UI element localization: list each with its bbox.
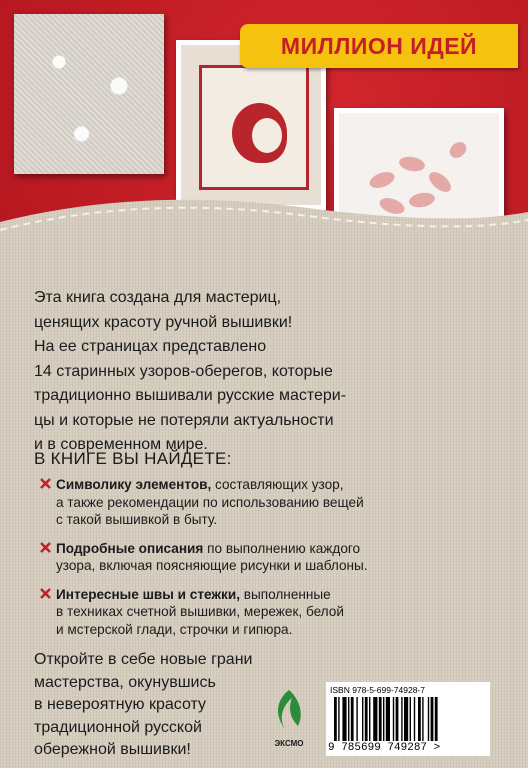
closing-paragraph: Откройте в себе новые грани мастерства, окунувшись в невероятную красоту традиционной русской обережной вышивки!	[34, 651, 253, 758]
cross-stitch-bullet-icon	[40, 588, 51, 599]
barcode	[326, 682, 490, 756]
section-heading: В КНИГЕ ВЫ НАЙДЕТЕ:	[34, 449, 232, 468]
publisher-name: ЭКСМО	[274, 739, 304, 748]
intro-paragraph: Эта книга создана для мастериц, ценящих красоту ручной вышивки! На ее страницах представлено 14 старинных узоров-оберегов, которые традиционно вышивали русские мастери- цы и которые не потеряли актуальности и в современном мире.	[34, 289, 347, 453]
cross-stitch-bullet-icon	[40, 542, 51, 553]
feature-item: Интересные швы и стежки, выполненные в техниках счетной вышивки, мережек, белой и мстерской глади, строчки и гипюра.	[42, 586, 392, 639]
feature-list	[42, 476, 392, 649]
feature-item: Символику элементов, составляющих узор, а также рекомендации по использованию вещей с такой вышивкой в быту.	[42, 476, 392, 529]
series-title: МИЛЛИОН ИДЕЙ	[280, 33, 478, 59]
barcode-bars	[334, 697, 482, 741]
barcode-digits: 9 785699 749287 >	[328, 742, 441, 754]
eksmo-logo-icon	[268, 686, 310, 750]
lace-embroidery-photo	[14, 14, 164, 174]
isbn-label: ISBN 978-5-699-74928-7	[330, 685, 425, 695]
pillow-pattern	[199, 65, 309, 190]
feature-item: Подробные описания по выполнению каждого узора, включая поясняющие рисунки и шаблоны.	[42, 540, 392, 575]
cross-stitch-bullet-icon	[40, 478, 51, 489]
series-banner	[240, 24, 518, 68]
